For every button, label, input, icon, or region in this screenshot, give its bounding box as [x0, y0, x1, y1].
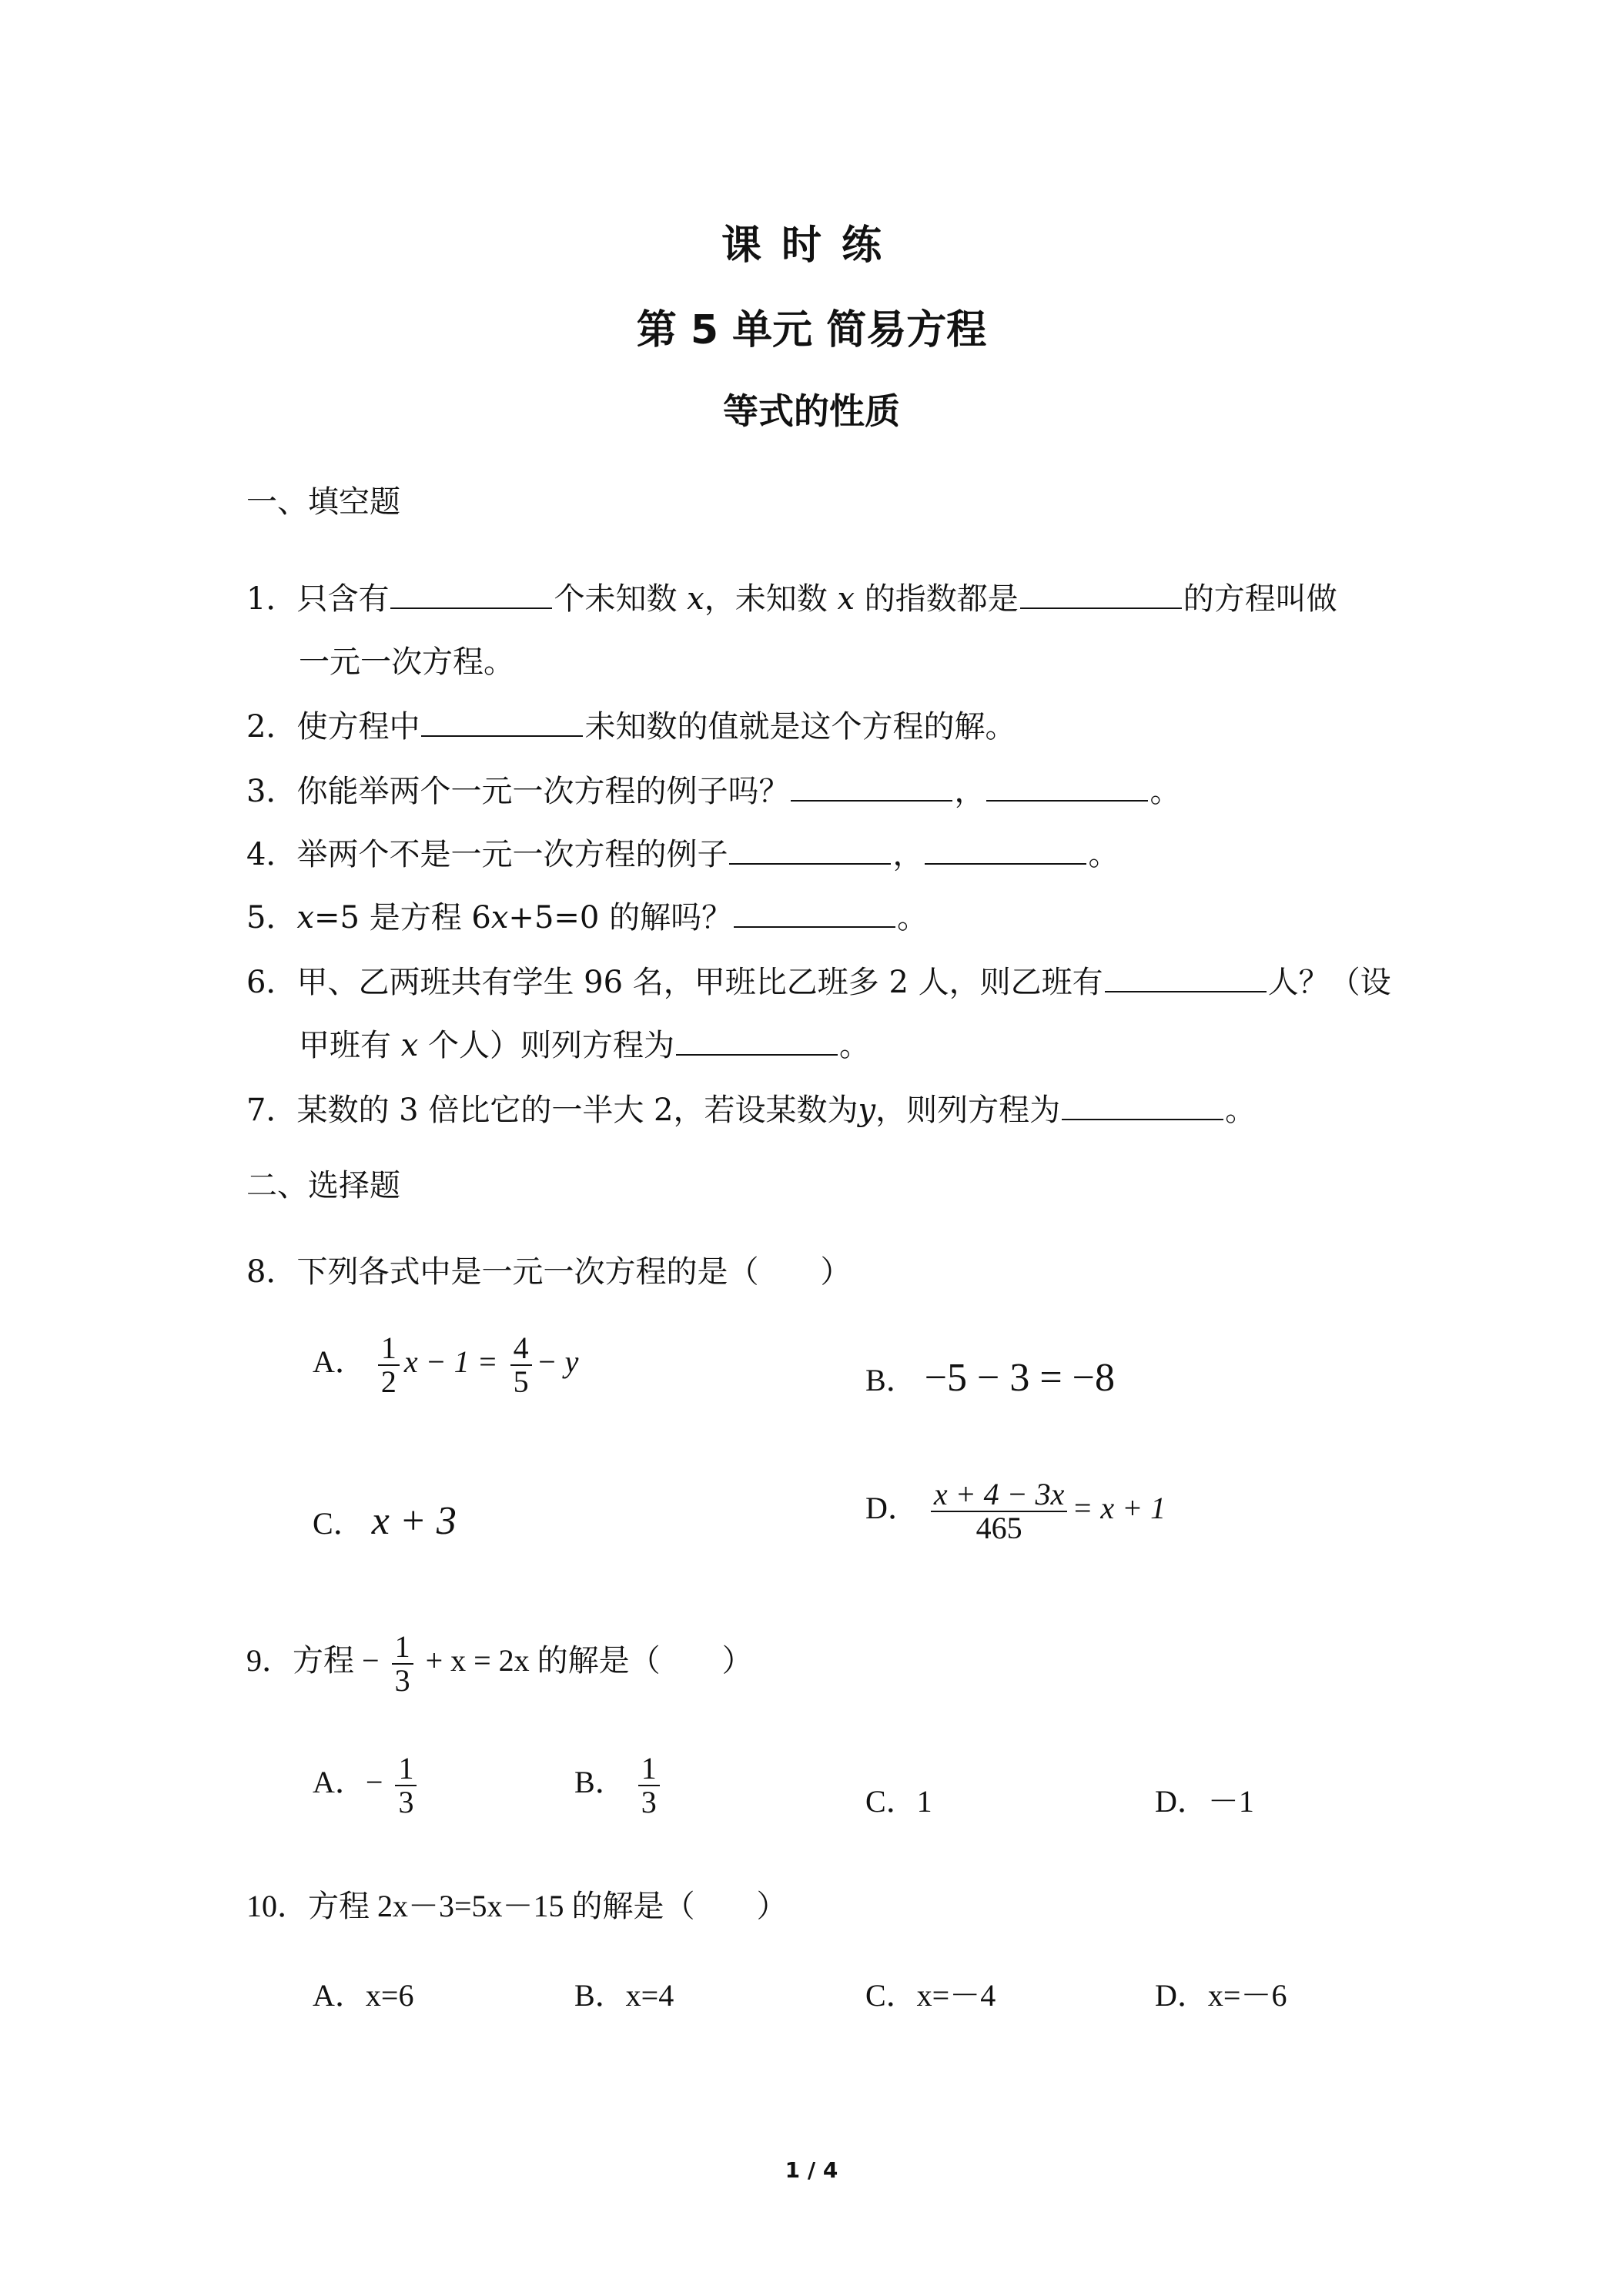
q8-option-d[interactable]: [865, 1478, 1166, 1545]
answer-blank[interactable]: [676, 1031, 838, 1056]
answer-blank[interactable]: [925, 840, 1086, 865]
option-label: D．: [865, 1491, 919, 1526]
q10-option-a[interactable]: A．x=6: [313, 1978, 414, 2013]
answer-blank[interactable]: [734, 903, 895, 928]
expression: x + 3: [371, 1499, 457, 1543]
q1-text-a: 1．只含有: [246, 581, 390, 617]
answer-blank[interactable]: [986, 777, 1148, 802]
variable-x: x: [296, 900, 315, 935]
q8-option-c[interactable]: [313, 1498, 457, 1544]
fraction: $\frac{1}{3}$: [395, 1752, 417, 1819]
variable-x: x: [490, 900, 509, 935]
expression-part: = x + 1: [1072, 1491, 1166, 1526]
q9-option-d[interactable]: D．－1: [1155, 1784, 1254, 1819]
comma: ，: [892, 837, 924, 872]
fraction: $\frac{1}{2}$: [378, 1332, 400, 1398]
answer-blank[interactable]: [791, 777, 952, 802]
period: 。: [1225, 1093, 1257, 1128]
fraction: $\frac{1}{3}$: [392, 1631, 413, 1697]
fraction: $\frac{4}{5}$: [510, 1332, 532, 1398]
q2-text-b: 未知数的值就是这个方程的解。: [584, 709, 1016, 745]
comma: ，: [954, 774, 986, 809]
question-7: [246, 1086, 1256, 1130]
q8-option-a[interactable]: [313, 1332, 578, 1398]
q7-text-a: 7．某数的 3 倍比它的一半大 2，若设某数为: [246, 1093, 858, 1128]
q4-text-a: 4．举两个不是一元一次方程的例子: [246, 837, 728, 872]
answer-blank[interactable]: [729, 840, 891, 865]
answer-blank[interactable]: [1062, 1096, 1223, 1120]
q1-continuation: 一元一次方程。: [299, 644, 514, 680]
expression-part: − y: [536, 1344, 579, 1380]
question-2: [246, 702, 1016, 746]
q1-text-b: 个未知数: [554, 581, 678, 617]
q10-option-b[interactable]: B．x=4: [574, 1978, 674, 2013]
q6-text-c: 甲班有: [299, 1028, 391, 1063]
answer-blank[interactable]: [421, 712, 583, 737]
q2-text-a: 2．使方程中: [246, 709, 420, 745]
q6-continuation: [299, 1021, 870, 1065]
q3-text-a: 3．你能举两个一元一次方程的例子吗？: [246, 774, 790, 809]
variable-x: x: [400, 1028, 419, 1063]
variable-y: y: [858, 1093, 876, 1128]
lesson-title: 等式的性质: [723, 390, 900, 432]
q5-text-c: +5=0 的解吗？: [508, 900, 733, 935]
q10-option-c[interactable]: C．x=－4: [865, 1978, 996, 2013]
q9-text-a: 9．方程 −: [246, 1643, 380, 1678]
q1-text-e: 的方程叫做: [1183, 581, 1337, 617]
expression: −5 − 3 = −8: [924, 1356, 1115, 1400]
fraction: $\frac{x + 4 - 3x}{465}$: [931, 1478, 1068, 1545]
q6-text-d: 个人）则列方程为: [428, 1028, 674, 1063]
q10-option-d[interactable]: D．x=－6: [1155, 1978, 1287, 2013]
q9-text-b: + x = 2x 的解是（ ）: [425, 1643, 753, 1678]
section-fill-in: 一、填空题: [246, 484, 400, 520]
answer-blank[interactable]: [390, 584, 552, 609]
option-label: B．: [865, 1363, 917, 1397]
page-number: 1 / 4: [785, 2157, 838, 2183]
variable-x: x: [687, 581, 704, 617]
period: 。: [1088, 837, 1119, 872]
q6-text-b: 人？（设: [1267, 965, 1391, 1000]
minus-sign: −: [365, 1765, 383, 1800]
q9-option-a[interactable]: [313, 1752, 421, 1819]
question-1: [246, 574, 1337, 618]
section-choice: 二、选择题: [246, 1168, 400, 1203]
question-8: 8．下列各式中是一元一次方程的是（ ）: [246, 1254, 852, 1290]
question-6: [246, 958, 1391, 1002]
variable-x: x: [837, 581, 855, 617]
q1-text-d: 的指数都是: [864, 581, 1019, 617]
q5-text-b: =5 是方程 6: [314, 900, 491, 935]
expression-part: x − 1 =: [403, 1344, 498, 1380]
period: 。: [1149, 774, 1181, 809]
q9-option-c[interactable]: C．1: [865, 1784, 932, 1819]
question-5: [246, 893, 928, 937]
option-label: B．: [574, 1765, 626, 1800]
unit-title: 第 5 单元 简易方程: [636, 307, 987, 353]
answer-blank[interactable]: [1105, 968, 1267, 992]
option-label: A．: [313, 1344, 366, 1380]
period: 。: [839, 1028, 870, 1063]
question-3: [246, 767, 1180, 811]
fraction: $\frac{1}{3}$: [638, 1752, 660, 1819]
period: 。: [897, 900, 929, 935]
option-label: A．: [313, 1765, 366, 1800]
q6-text-a: 6．甲、乙两班共有学生 96 名，甲班比乙班多 2 人，则乙班有: [246, 965, 1103, 1000]
q1-text-c: ，未知数: [704, 581, 828, 617]
page-title: 课时练: [721, 223, 902, 269]
answer-blank[interactable]: [1020, 584, 1182, 609]
question-9: [246, 1631, 753, 1697]
q8-option-b[interactable]: [865, 1355, 1115, 1401]
question-10: 10．方程 2x－3=5x－15 的解是（ ）: [246, 1889, 788, 1923]
option-label: C．: [313, 1506, 364, 1541]
question-4: [246, 830, 1119, 874]
q5-text-a: 5．: [246, 900, 297, 935]
q9-option-b[interactable]: [574, 1752, 664, 1819]
q7-text-b: ，则列方程为: [875, 1093, 1061, 1128]
